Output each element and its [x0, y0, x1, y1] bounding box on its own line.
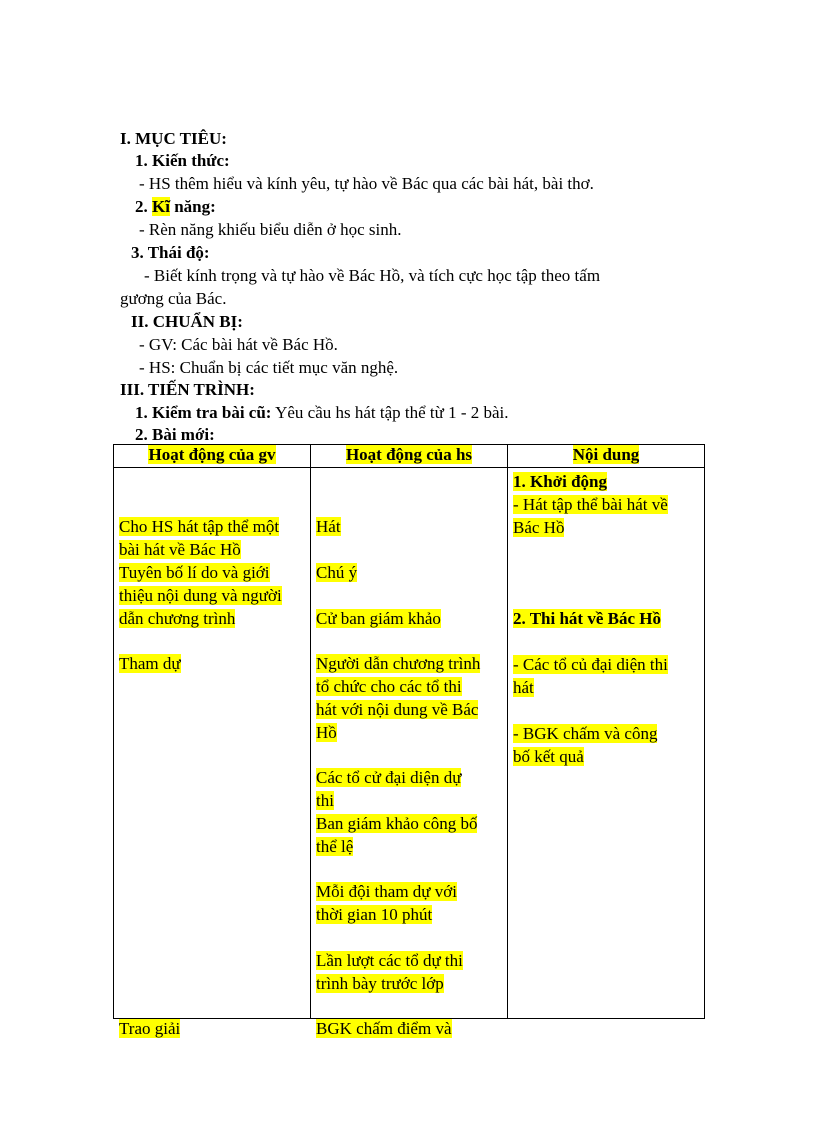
attitude-text-line2: gương của Bác.: [120, 289, 227, 308]
table-header-row: [114, 445, 705, 468]
skills-number: 2.: [135, 197, 148, 216]
section-preparation-heading: II. CHUẨN BỊ:: [131, 312, 243, 331]
knowledge-text: - HS thêm hiểu và kính yêu, tự hào về Bác qua các bài hát, bài thơ.: [139, 174, 594, 193]
old-lesson-check: [135, 402, 509, 424]
nd-line: 1. Khởi động: [513, 472, 607, 491]
gv-line: Tuyên bố lí do và giới: [119, 563, 270, 582]
gv-line: dẫn chương trình: [119, 609, 236, 628]
hs-line: Mỗi đội tham dự với: [316, 882, 457, 901]
hs-line: thi: [316, 791, 334, 810]
hs-line: Hát: [316, 517, 341, 536]
skills-heading: [135, 196, 216, 218]
lesson-activity-table: [113, 444, 705, 1038]
hs-line: Ban giám khảo công bố: [316, 814, 478, 833]
attitude-text-line1: - Biết kính trọng và tự hào về Bác Hồ, và tích cực học tập theo tấm: [144, 266, 601, 285]
nd-line: hát: [513, 678, 534, 697]
hs-line: tổ chức cho các tổ thi: [316, 677, 462, 696]
hs-line: Lần lượt các tổ dự thi: [316, 951, 463, 970]
hs-line: Người dẫn chương trình: [316, 654, 481, 673]
gv-line: thiệu nội dung và người: [119, 586, 282, 605]
nd-line: bố kết quả: [513, 747, 584, 766]
nd-line: - Các tổ củ đại diện thi: [513, 655, 668, 674]
attitude-heading: 3. Thái độ:: [131, 243, 210, 262]
header-content: Nội dung: [508, 445, 705, 468]
nd-line: 2. Thi hát về Bác Hồ: [513, 609, 661, 628]
hs-line: trình bày trước lớp: [316, 974, 444, 993]
preparation-gv: - GV: Các bài hát về Bác Hồ.: [139, 335, 338, 354]
hs-line: hát với nội dung về Bác: [316, 700, 479, 719]
old-lesson-label: 1. Kiểm tra bài cũ:: [135, 403, 272, 422]
hs-line: BGK chấm điểm và: [316, 1019, 452, 1038]
skills-highlight: Kĩ: [152, 197, 170, 216]
new-lesson-heading: 2. Bài mới:: [135, 425, 215, 444]
skills-rest: năng:: [174, 197, 216, 216]
table-body-row: [114, 468, 705, 1019]
preparation-hs: - HS: Chuẩn bị các tiết mục văn nghệ.: [139, 358, 399, 377]
nd-line: - Hát tập thể bài hát về: [513, 495, 668, 514]
hs-line: Hồ: [316, 723, 337, 742]
hs-line: Các tổ cử đại diện dự: [316, 768, 462, 787]
header-teacher-activity: Hoạt động của gv: [114, 445, 311, 468]
gv-line: Trao giải: [119, 1019, 181, 1038]
student-activity-cell: [311, 468, 508, 1038]
teacher-activity-cell: [114, 468, 311, 1038]
header-student-activity: Hoạt động của hs: [311, 445, 508, 468]
hs-line: thời gian 10 phút: [316, 905, 433, 924]
content-cell: [508, 468, 705, 1019]
hs-line: Chú ý: [316, 563, 358, 582]
nd-line: - BGK chấm và công: [513, 724, 658, 743]
gv-line: bài hát về Bác Hồ: [119, 540, 241, 559]
knowledge-heading: 1. Kiến thức:: [135, 151, 230, 170]
hs-line: thể lệ: [316, 837, 354, 856]
skills-text: - Rèn năng khiếu biểu diễn ở học sinh.: [139, 220, 402, 239]
old-lesson-text: Yêu cầu hs hát tập thể từ 1 - 2 bài.: [275, 403, 509, 422]
gv-line: Tham dự: [119, 654, 181, 673]
section-process-heading: III. TIẾN TRÌNH:: [120, 380, 255, 399]
hs-line: Cử ban giám khảo: [316, 609, 441, 628]
gv-line: Cho HS hát tập thể một: [119, 517, 280, 536]
section-objectives-heading: I. MỤC TIÊU:: [120, 129, 227, 148]
nd-line: Bác Hồ: [513, 518, 565, 537]
